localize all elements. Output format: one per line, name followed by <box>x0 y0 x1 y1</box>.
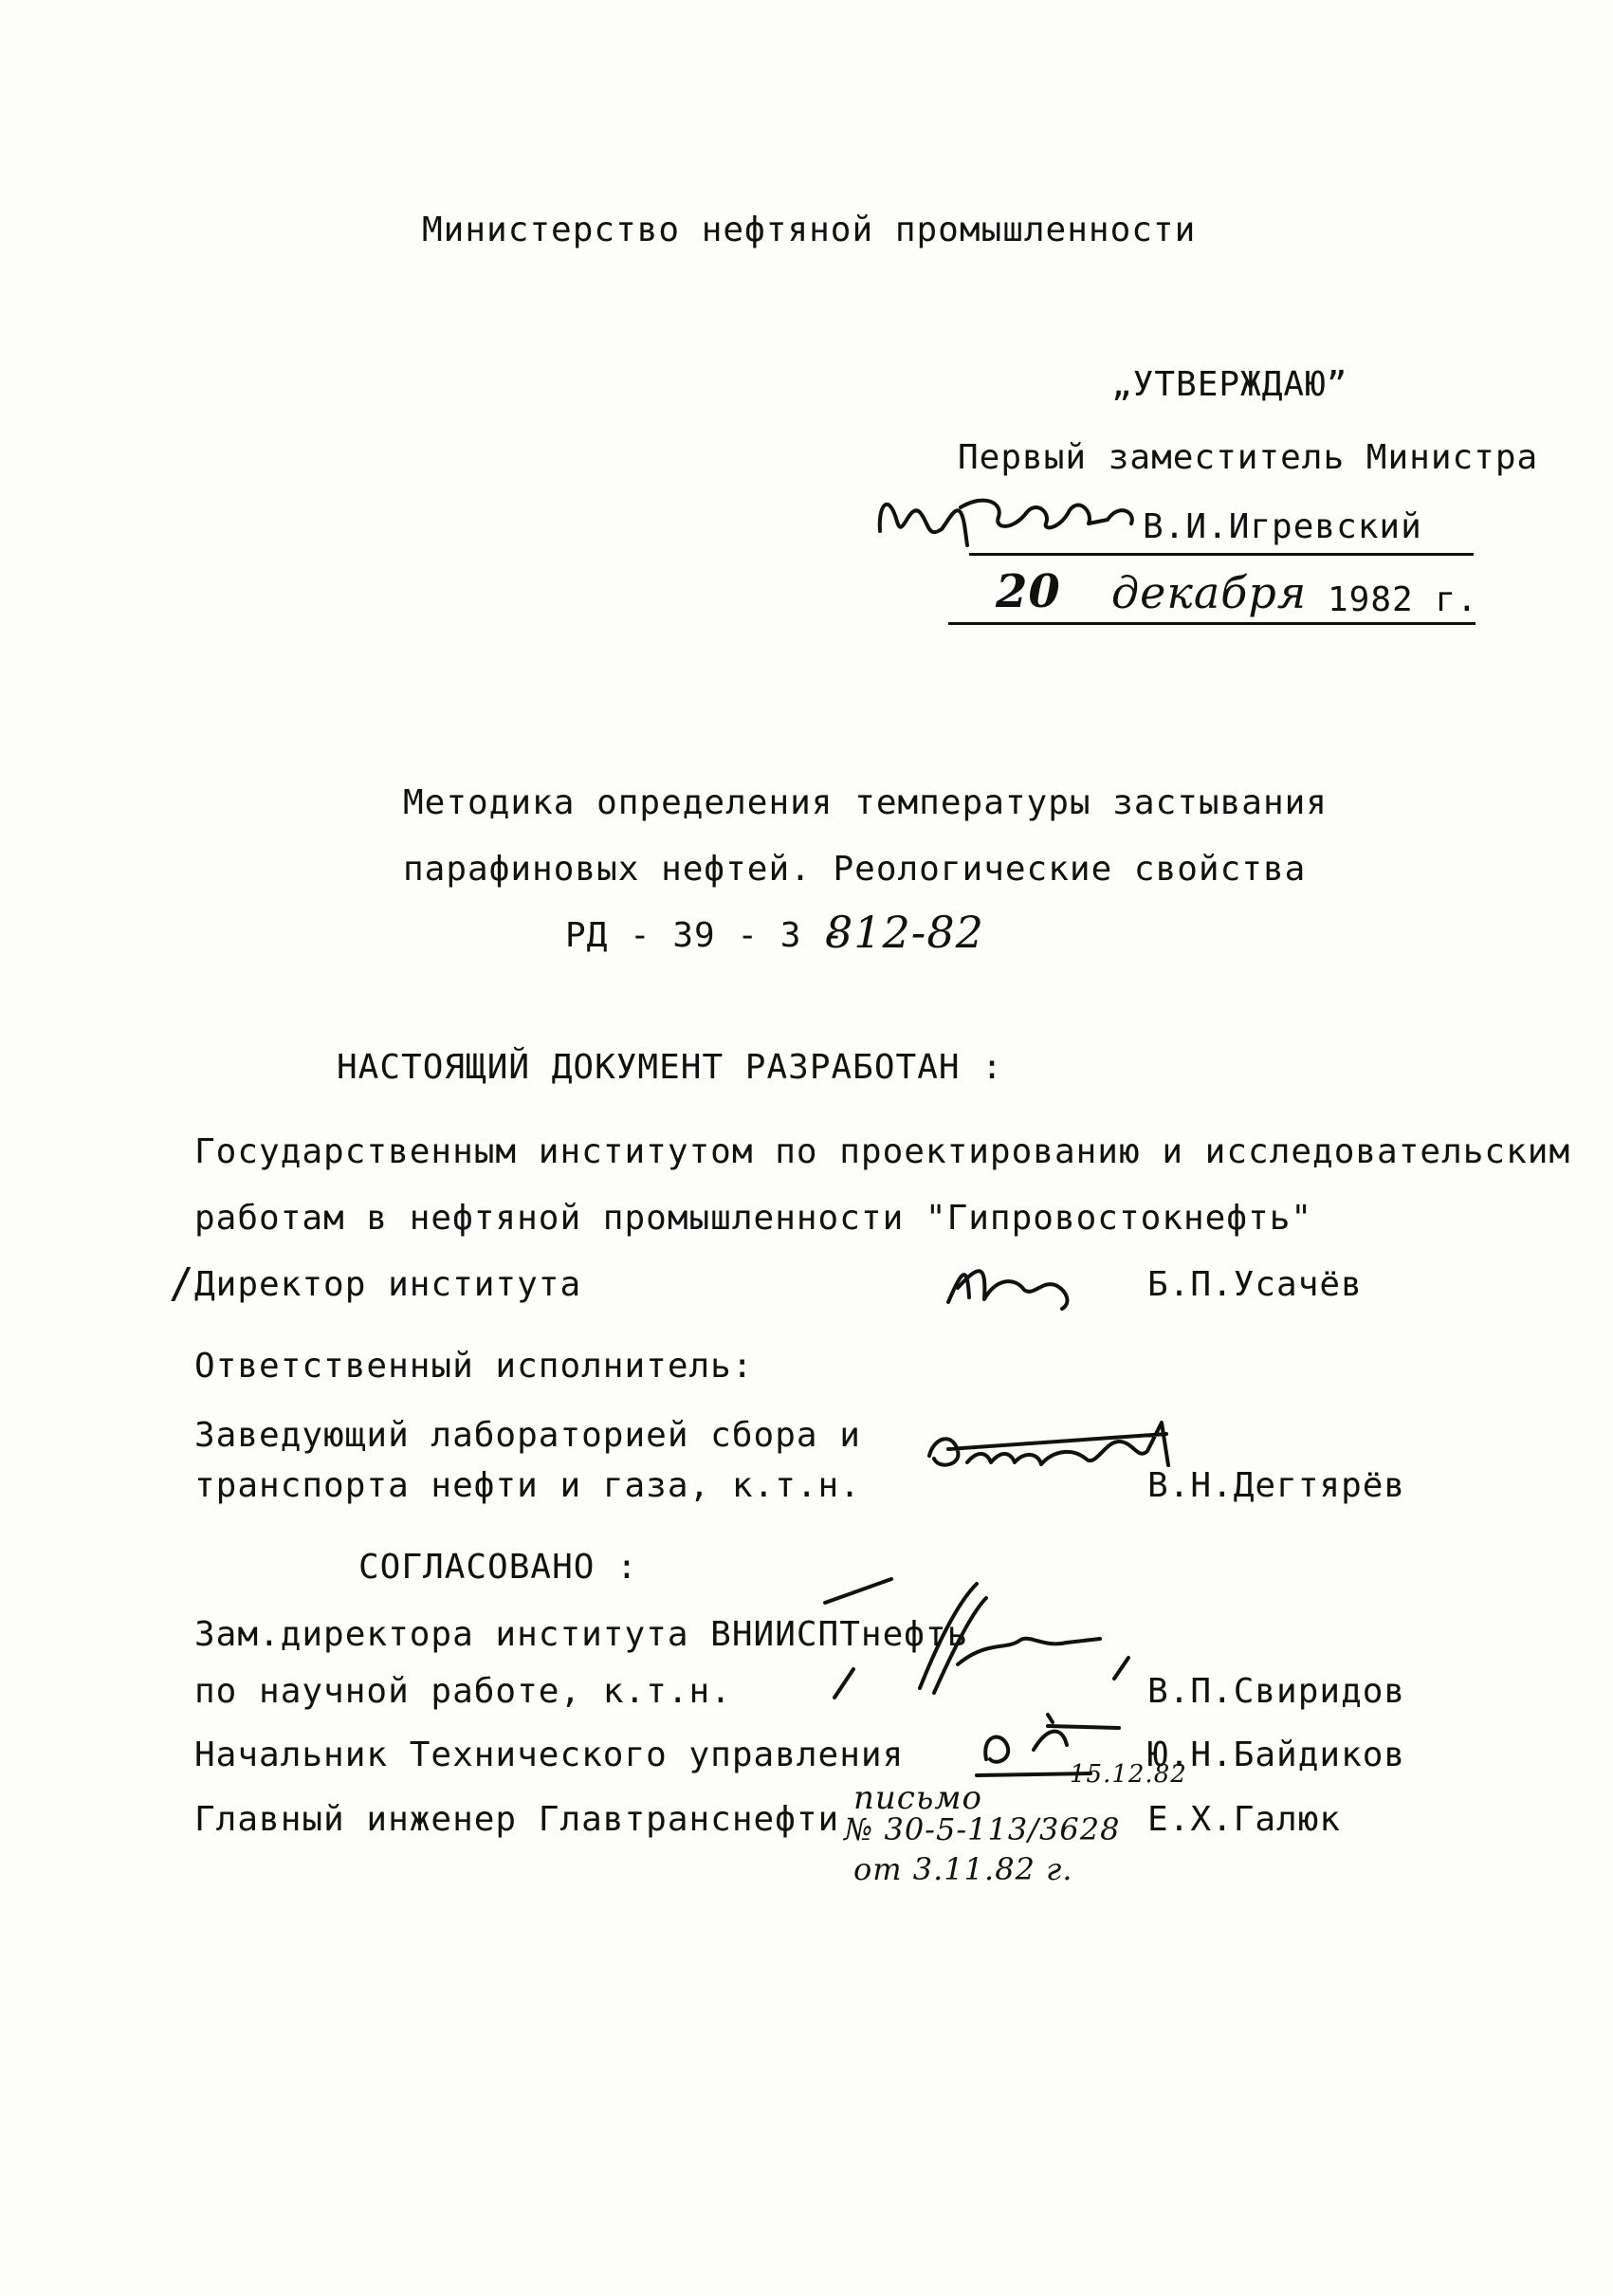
responsible-position-line-1: Заведующий лабораторией сбора и <box>194 1416 861 1455</box>
agreed-row-2-date-note: 15.12.82 <box>1070 1760 1187 1789</box>
director-label: Директор института <box>194 1265 582 1304</box>
developer-org-line-1: Государственным институтом по проектированию и исследовательским <box>194 1132 1571 1171</box>
agreed-row-1-signature <box>816 1574 1138 1717</box>
agreed-row-3-line-1: Главный инженер Главтранснефти <box>194 1800 840 1839</box>
director-signature <box>939 1250 1081 1316</box>
agreed-heading: СОГЛАСОВАНО : <box>358 1548 638 1587</box>
developed-heading: НАСТОЯЩИЙ ДОКУМЕНТ РАЗРАБОТАН : <box>337 1048 1003 1087</box>
responsible-position-line-2: транспорта нефти и газа, к.т.н. <box>194 1466 861 1505</box>
approval-date-day: 20 <box>996 565 1061 618</box>
approval-stamp: „УТВЕРЖДАЮ” <box>1111 365 1348 404</box>
agreed-row-1-name: В.П.Свиридов <box>1147 1672 1406 1711</box>
approver-name: В.И.Игревский <box>1143 507 1422 546</box>
approval-date-month: декабря <box>1111 567 1308 618</box>
agreed-note-line-3: от 3.11.82 г. <box>853 1851 1073 1887</box>
agreed-row-1-line-1: Зам.директора института ВНИИСПТнефть <box>194 1615 969 1654</box>
approval-date-line <box>948 622 1476 625</box>
approver-name-line <box>969 553 1474 556</box>
ministry-header: Министерство нефтяной промышленности <box>422 211 1197 249</box>
document-title-line-1: Методика определения температуры застывания <box>403 783 1328 822</box>
document-title-line-2: парафиновых нефтей. Реологические свойства <box>403 850 1307 889</box>
director-mark: / <box>169 1259 195 1308</box>
agreed-note-line-2: № 30-5-113/3628 <box>844 1811 1121 1847</box>
approver-position: Первый заместитель Министра <box>958 438 1539 477</box>
approver-signature <box>871 474 1183 550</box>
developer-org-line-2: работам в нефтяной промышленности "Гипровостокнефть" <box>194 1199 1313 1238</box>
director-name: Б.П.Усачёв <box>1147 1265 1363 1304</box>
responsible-heading: Ответственный исполнитель: <box>194 1347 754 1386</box>
approval-date-year: 1982 г. <box>1328 580 1478 619</box>
agreed-note-line-1: письмо <box>853 1779 983 1817</box>
document-code-handwritten: 812-82 <box>825 907 984 958</box>
agreed-row-1-line-2: по научной работе, к.т.н. <box>194 1672 732 1711</box>
agreed-row-2-name: Ю.Н.Байдиков <box>1147 1736 1406 1774</box>
responsible-name: В.Н.Дегтярёв <box>1147 1466 1406 1505</box>
document-code-printed: РД - 39 - 3 - <box>565 916 845 955</box>
agreed-row-2-line-1: Начальник Технического управления <box>194 1736 905 1774</box>
agreed-row-3-name: Е.Х.Галюк <box>1147 1800 1342 1839</box>
